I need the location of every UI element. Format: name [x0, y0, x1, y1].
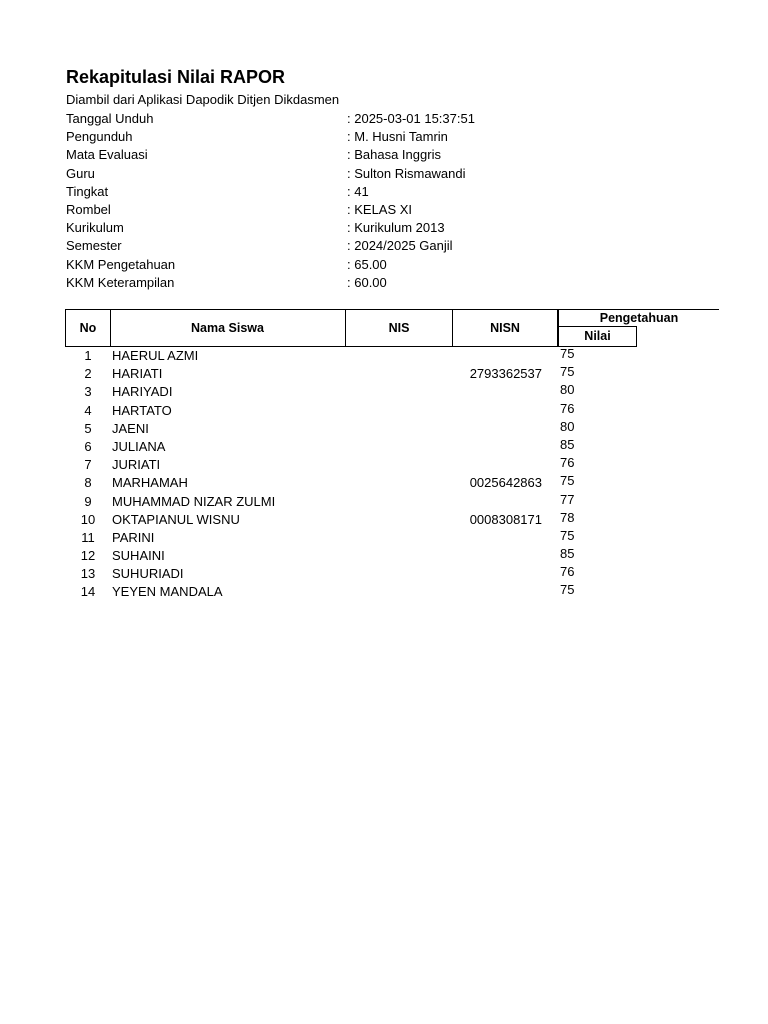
cell-nama-siswa: HARIYADI: [112, 384, 173, 400]
meta-value: : Bahasa Inggris: [347, 146, 441, 164]
page-subtitle: Diambil dari Aplikasi Dapodik Ditjen Dikdasmen: [66, 92, 340, 107]
cell-no: 13: [80, 566, 96, 582]
meta-label: KKM Keterampilan: [66, 274, 175, 290]
table-row: [0, 511, 640, 529]
cell-nilai: 76: [560, 564, 575, 580]
column-header-no: No: [65, 309, 111, 347]
cell-no: 6: [84, 438, 92, 454]
cell-nama-siswa: SUHAINI: [112, 548, 165, 564]
cell-nilai: 76: [560, 455, 575, 471]
meta-value: : 2024/2025 Ganjil: [347, 237, 453, 255]
cell-nilai: 85: [560, 436, 575, 452]
cell-nama-siswa: YEYEN MANDALA: [112, 584, 223, 600]
cell-nilai: 77: [560, 491, 575, 507]
meta-value: : 60.00: [347, 274, 387, 292]
cell-nilai: 75: [560, 346, 575, 361]
table-body: [0, 347, 640, 602]
cell-nisn: 0025642863: [469, 475, 542, 491]
cell-no: 7: [84, 457, 92, 473]
cell-no: 12: [80, 548, 96, 564]
cell-no: 1: [84, 348, 92, 363]
column-header-nisn: NISN: [453, 309, 558, 347]
meta-value: : KELAS XI: [347, 201, 412, 219]
cell-nisn: 0008308171: [469, 511, 542, 527]
table-row: [0, 565, 640, 583]
meta-value: : M. Husni Tamrin: [347, 128, 448, 146]
meta-value: : 2025-03-01 15:37:51: [347, 110, 475, 128]
cell-no: 10: [80, 511, 96, 527]
cell-no: 4: [84, 402, 92, 418]
column-header-nis: NIS: [346, 309, 453, 347]
table-row: [0, 474, 640, 492]
column-header-nilai: Nilai: [558, 326, 637, 347]
meta-label: Pengunduh: [66, 129, 133, 145]
cell-nama-siswa: JAENI: [112, 420, 149, 436]
cell-nama-siswa: MUHAMMAD NIZAR ZULMI: [112, 493, 276, 509]
table-row: [0, 493, 640, 511]
cell-nama-siswa: OKTAPIANUL WISNU: [112, 511, 240, 527]
meta-value: : 65.00: [347, 256, 387, 274]
cell-no: 3: [84, 384, 92, 400]
cell-no: 11: [81, 529, 95, 545]
cell-nilai: 75: [560, 364, 575, 380]
cell-nama-siswa: JURIATI: [112, 457, 161, 473]
meta-value: : 41: [347, 183, 369, 201]
cell-no: 9: [84, 493, 92, 509]
table-row: [0, 420, 640, 438]
cell-nama-siswa: HARTATO: [112, 402, 172, 418]
table-row: [0, 438, 640, 456]
cell-nilai: 85: [560, 546, 575, 562]
cell-nama-siswa: HAERUL AZMI: [112, 348, 199, 363]
cell-nama-siswa: SUHURIADI: [112, 566, 184, 582]
cell-nama-siswa: JULIANA: [112, 438, 166, 454]
pengetahuan-header: [558, 309, 679, 347]
cell-nilai: 80: [560, 418, 575, 434]
table-row: [0, 347, 640, 365]
cell-nilai: 80: [560, 382, 575, 398]
cell-nilai: 76: [560, 400, 575, 416]
meta-label: KKM Pengetahuan: [66, 256, 176, 272]
meta-label: Rombel: [66, 201, 111, 217]
cell-no: 14: [80, 584, 96, 600]
table-row: [0, 529, 640, 547]
cell-no: 8: [84, 475, 92, 491]
column-header-nama-siswa: Nama Siswa: [110, 309, 346, 347]
cell-no: 5: [84, 420, 92, 436]
table-row: [0, 402, 640, 420]
cell-nilai: 75: [560, 473, 575, 489]
cell-nisn: 2793362537: [469, 366, 542, 382]
meta-value: : Sulton Rismawandi: [347, 165, 466, 183]
column-group-pengetahuan: Pengetahuan: [558, 309, 719, 326]
meta-label: Tingkat: [66, 183, 109, 199]
page-title: Rekapitulasi Nilai RAPOR: [66, 67, 286, 87]
table-row: [0, 456, 640, 474]
meta-label: Semester: [66, 238, 122, 254]
cell-nilai: 75: [560, 582, 575, 598]
table-row: [0, 365, 640, 383]
cell-nama-siswa: HARIATI: [112, 366, 163, 382]
table-row: [0, 547, 640, 565]
cell-no: 2: [84, 366, 92, 382]
table-row: [0, 583, 640, 601]
meta-label: Guru: [66, 165, 95, 181]
meta-label: Kurikulum: [66, 220, 124, 236]
meta-value: : Kurikulum 2013: [347, 219, 445, 237]
meta-label: Mata Evaluasi: [66, 147, 148, 163]
meta-label: Tanggal Unduh: [66, 111, 154, 126]
cell-nilai: 78: [560, 509, 575, 525]
cell-nama-siswa: MARHAMAH: [112, 475, 188, 491]
table-row: [0, 383, 640, 401]
cell-nama-siswa: PARINI: [112, 529, 155, 545]
cell-nilai: 75: [560, 527, 575, 543]
